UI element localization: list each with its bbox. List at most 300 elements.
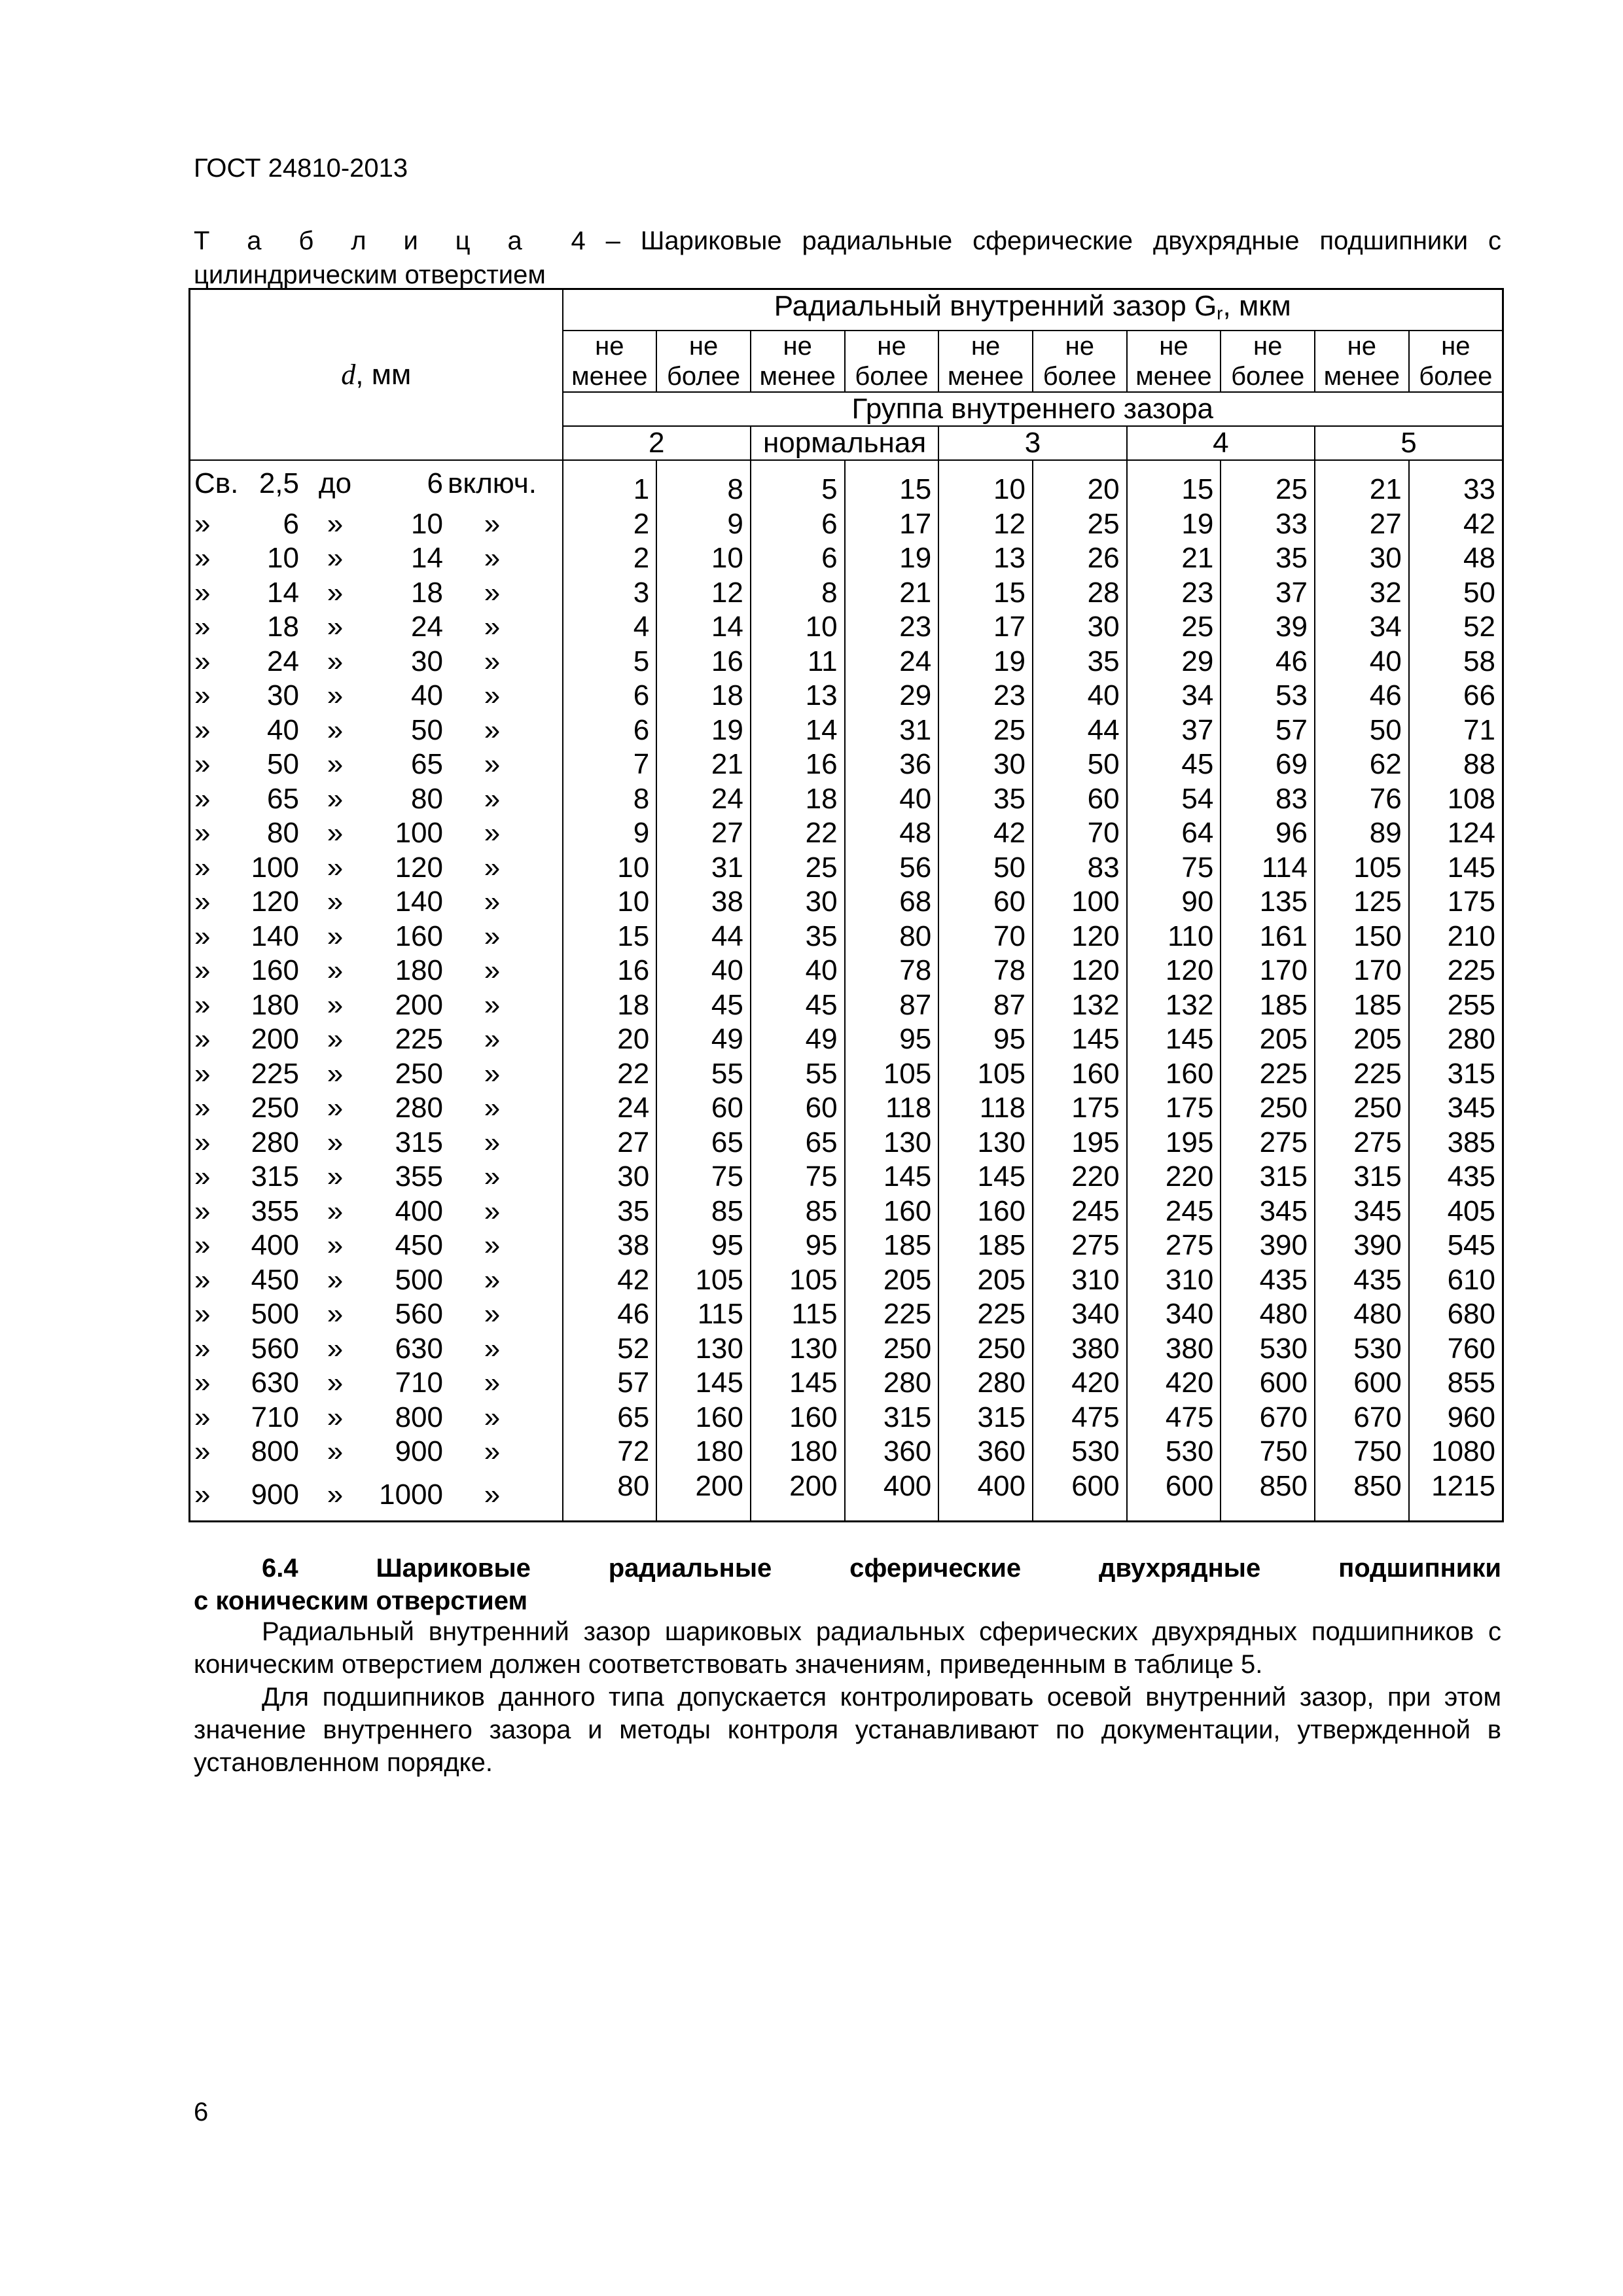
section-heading-line-1 (194, 1552, 1501, 1585)
clearance-value-cell: 275 (1127, 1229, 1221, 1263)
range-from: 80 (267, 817, 299, 849)
clearance-value-cell: 80 (563, 1469, 657, 1522)
clearance-value-cell: 5 (751, 460, 845, 507)
range-to: 10 (411, 507, 443, 540)
clearance-value-cell: 33 (1409, 460, 1503, 507)
range-to: 200 (395, 988, 443, 1021)
section-heading-line-2: с коническим отверстием (194, 1587, 528, 1615)
clearance-value-cell: 405 (1409, 1194, 1503, 1229)
group-label: 4 (1127, 426, 1315, 460)
clearance-value-cell: 105 (751, 1263, 845, 1298)
clearance-value-cell: 78 (845, 954, 939, 988)
range-to: 80 (411, 782, 443, 815)
range-suffix: » (484, 1298, 501, 1330)
clearance-value-cell: 95 (938, 1022, 1033, 1057)
range-to-word: » (327, 1401, 344, 1433)
clearance-value-cell: 13 (938, 541, 1033, 576)
range-to-word: » (327, 1057, 344, 1090)
clearance-value-cell: 25 (1127, 610, 1221, 645)
clearance-value-cell: 850 (1315, 1469, 1409, 1522)
clearance-value-cell: 83 (1033, 851, 1127, 886)
clearance-table (188, 288, 1504, 1522)
table-caption (194, 224, 1501, 292)
clearance-value-cell: 38 (563, 1229, 657, 1263)
clearance-value-cell: 30 (563, 1160, 657, 1194)
min-label-header (1315, 331, 1409, 392)
group-label: нормальная (751, 426, 938, 460)
header-word: не (1065, 332, 1094, 361)
range-to: 800 (395, 1401, 443, 1433)
range-to: 280 (395, 1092, 443, 1124)
table-row (190, 851, 1503, 886)
clearance-value-cell: 56 (845, 851, 939, 886)
header-word: более (1419, 362, 1493, 391)
clearance-value-cell: 78 (938, 954, 1033, 988)
clearance-value-cell: 160 (845, 1194, 939, 1229)
range-to: 14 (411, 542, 443, 574)
clearance-value-cell: 2 (563, 541, 657, 576)
clearance-value-cell: 530 (1221, 1332, 1315, 1367)
clearance-value-cell: 53 (1221, 679, 1315, 713)
section-title-word: радиальные (608, 1554, 772, 1583)
clearance-value-cell: 14 (751, 713, 845, 748)
clearance-value-cell: 48 (845, 816, 939, 851)
range-from: 50 (267, 748, 299, 780)
range-from: 65 (267, 782, 299, 815)
table-row (190, 460, 1503, 507)
clearance-value-cell: 10 (751, 610, 845, 645)
range-from: 355 (251, 1194, 299, 1227)
range-suffix: » (484, 1435, 501, 1467)
clearance-value-cell: 65 (563, 1401, 657, 1435)
clearance-value-cell: 205 (938, 1263, 1033, 1298)
clearance-value-cell: 40 (751, 954, 845, 988)
clearance-value-cell: 475 (1127, 1401, 1221, 1435)
range-suffix: » (484, 713, 501, 746)
range-to-word: » (327, 920, 344, 952)
clearance-value-cell: 18 (563, 988, 657, 1023)
table-row (190, 1297, 1503, 1332)
clearance-value-cell: 50 (938, 851, 1033, 886)
range-to-word: » (327, 1478, 344, 1511)
min-label-header (751, 331, 845, 392)
section-title-word: Шариковые (376, 1554, 531, 1583)
clearance-value-cell: 145 (1033, 1022, 1127, 1057)
clearance-value-cell: 19 (1127, 507, 1221, 542)
range-from: 100 (251, 851, 299, 884)
clearance-value-cell: 360 (845, 1435, 939, 1469)
clearance-value-cell: 132 (1033, 988, 1127, 1023)
clearance-value-cell: 46 (563, 1297, 657, 1332)
clearance-value-cell: 161 (1221, 920, 1315, 954)
range-prefix: » (194, 1023, 211, 1055)
clearance-value-cell: 44 (1033, 713, 1127, 748)
table-row (190, 885, 1503, 920)
range-suffix: » (484, 1401, 501, 1433)
range-prefix: » (194, 1298, 211, 1330)
header-word: менее (1323, 362, 1400, 391)
range-suffix: » (484, 886, 501, 918)
clearance-value-cell: 42 (938, 816, 1033, 851)
clearance-value-cell: 435 (1221, 1263, 1315, 1298)
clearance-value-cell: 25 (751, 851, 845, 886)
range-suffix: » (484, 1229, 501, 1261)
range-from: 10 (267, 542, 299, 574)
range-prefix: » (194, 782, 211, 815)
clearance-value-cell: 16 (656, 645, 751, 679)
range-to: 50 (411, 713, 443, 746)
table-row (190, 920, 1503, 954)
clearance-value-cell: 400 (938, 1469, 1033, 1522)
clearance-value-cell: 6 (563, 713, 657, 748)
clearance-value-cell: 16 (563, 954, 657, 988)
clearance-value-cell: 46 (1315, 679, 1409, 713)
clearance-value-cell: 19 (938, 645, 1033, 679)
range-to-word: » (327, 851, 344, 884)
d-column-header (190, 289, 563, 461)
table-row (190, 1126, 1503, 1160)
clearance-value-cell: 1215 (1409, 1469, 1503, 1522)
clearance-value-cell: 210 (1409, 920, 1503, 954)
clearance-value-cell: 130 (938, 1126, 1033, 1160)
clearance-value-cell: 29 (1127, 645, 1221, 679)
range-to: 40 (411, 679, 443, 711)
range-to-word: » (327, 1092, 344, 1124)
clearance-value-cell: 150 (1315, 920, 1409, 954)
body-paragraph: Радиальный внутренний зазор шариковых радиальных сферических двухрядных подшипников с коническим отверстием должен соответствовать значениям, приведенным в таблице 5. (194, 1617, 1501, 1679)
clearance-value-cell: 6 (751, 541, 845, 576)
range-to-word: » (327, 576, 344, 609)
clearance-value-cell: 70 (938, 920, 1033, 954)
diameter-range-cell (190, 1469, 563, 1522)
group-label: 2 (563, 426, 751, 460)
clearance-value-cell: 83 (1221, 782, 1315, 817)
clearance-value-cell: 600 (1127, 1469, 1221, 1522)
table-row (190, 645, 1503, 679)
range-suffix: » (484, 576, 501, 609)
range-to: 250 (395, 1057, 443, 1090)
clearance-value-cell: 170 (1221, 954, 1315, 988)
clearance-value-cell: 145 (1127, 1022, 1221, 1057)
clearance-value-cell: 32 (1315, 576, 1409, 611)
clearance-value-cell: 385 (1409, 1126, 1503, 1160)
clearance-header-unit: , мкм (1222, 290, 1291, 322)
range-to-word: » (327, 954, 344, 986)
clearance-value-cell: 15 (938, 576, 1033, 611)
range-suffix: » (484, 1160, 501, 1193)
clearance-value-cell: 680 (1409, 1297, 1503, 1332)
clearance-value-cell: 28 (1033, 576, 1127, 611)
range-to: 710 (395, 1367, 443, 1399)
clearance-value-cell: 71 (1409, 713, 1503, 748)
clearance-value-cell: 195 (1127, 1126, 1221, 1160)
clearance-value-cell: 9 (656, 507, 751, 542)
clearance-value-cell: 124 (1409, 816, 1503, 851)
clearance-value-cell: 145 (751, 1366, 845, 1401)
clearance-value-cell: 225 (1315, 1057, 1409, 1092)
range-to-word: » (327, 645, 344, 677)
clearance-value-cell: 220 (1033, 1160, 1127, 1194)
clearance-value-cell: 225 (1221, 1057, 1315, 1092)
max-label-header (1409, 331, 1503, 392)
range-to-word: » (327, 1298, 344, 1330)
body-paragraph: Для подшипников данного типа допускается контролировать осевой внутренний зазор, при этом значение внутреннего зазора и методы контроля устанавливают по документации, утвержденной в установленном порядке. (194, 1683, 1501, 1777)
clearance-value-cell: 8 (563, 782, 657, 817)
clearance-value-cell: 95 (656, 1229, 751, 1263)
range-suffix: » (484, 920, 501, 952)
range-prefix: » (194, 645, 211, 677)
range-prefix: » (194, 1194, 211, 1227)
header-word: менее (759, 362, 836, 391)
clearance-value-cell: 170 (1315, 954, 1409, 988)
table-row (190, 679, 1503, 713)
diameter-range-cell (190, 1297, 563, 1332)
diameter-range-cell (190, 1126, 563, 1160)
diameter-range-cell (190, 576, 563, 611)
clearance-value-cell: 14 (656, 610, 751, 645)
range-suffix: » (484, 954, 501, 986)
clearance-value-cell: 29 (845, 679, 939, 713)
section-number: 6.4 (262, 1554, 298, 1583)
range-to-word: » (327, 611, 344, 643)
clearance-value-cell: 315 (1221, 1160, 1315, 1194)
diameter-range-cell (190, 541, 563, 576)
table-row (190, 1022, 1503, 1057)
group-label: 3 (938, 426, 1126, 460)
clearance-header-subscript: r (1217, 303, 1223, 323)
clearance-value-cell: 18 (656, 679, 751, 713)
clearance-value-cell: 17 (845, 507, 939, 542)
table-row (190, 816, 1503, 851)
clearance-value-cell: 35 (751, 920, 845, 954)
range-to-word: » (327, 1160, 344, 1193)
clearance-value-cell: 27 (563, 1126, 657, 1160)
clearance-value-cell: 96 (1221, 816, 1315, 851)
clearance-value-cell: 3 (563, 576, 657, 611)
min-label-header (938, 331, 1033, 392)
clearance-value-cell: 118 (845, 1091, 939, 1126)
clearance-value-cell: 23 (1127, 576, 1221, 611)
range-to-word: » (327, 782, 344, 815)
clearance-value-cell: 390 (1315, 1229, 1409, 1263)
clearance-value-cell: 25 (1221, 460, 1315, 507)
range-prefix: » (194, 679, 211, 711)
clearance-value-cell: 8 (656, 460, 751, 507)
clearance-value-cell: 21 (656, 747, 751, 782)
clearance-value-cell: 25 (938, 713, 1033, 748)
table-caption-label: Т а б л и ц а (194, 226, 531, 255)
range-to: 500 (395, 1263, 443, 1296)
header-word: не (595, 332, 624, 361)
clearance-value-cell: 435 (1315, 1263, 1409, 1298)
min-label-header (1127, 331, 1221, 392)
clearance-value-cell: 50 (1315, 713, 1409, 748)
clearance-value-cell: 89 (1315, 816, 1409, 851)
clearance-value-cell: 145 (938, 1160, 1033, 1194)
clearance-value-cell: 175 (1409, 885, 1503, 920)
clearance-value-cell: 40 (1033, 679, 1127, 713)
clearance-value-cell: 85 (656, 1194, 751, 1229)
clearance-value-cell: 49 (656, 1022, 751, 1057)
range-prefix: » (194, 1092, 211, 1124)
max-label-header (845, 331, 939, 392)
range-suffix: » (484, 1092, 501, 1124)
clearance-value-cell: 24 (845, 645, 939, 679)
range-to: 120 (395, 851, 443, 884)
clearance-value-cell: 75 (1127, 851, 1221, 886)
range-to-word: » (327, 988, 344, 1021)
range-prefix: » (194, 817, 211, 849)
header-word: менее (571, 362, 648, 391)
clearance-value-cell: 55 (656, 1057, 751, 1092)
clearance-value-cell: 275 (1221, 1126, 1315, 1160)
clearance-value-cell: 145 (1409, 851, 1503, 886)
diameter-range-cell (190, 954, 563, 988)
clearance-value-cell: 19 (845, 541, 939, 576)
range-prefix: » (194, 988, 211, 1021)
table-row (190, 1091, 1503, 1126)
range-prefix: » (194, 851, 211, 884)
clearance-header-text: Радиальный внутренний зазор G (774, 290, 1217, 322)
group-label: 5 (1315, 426, 1503, 460)
table-row (190, 1263, 1503, 1298)
d-unit: , мм (355, 358, 412, 391)
clearance-value-cell: 280 (845, 1366, 939, 1401)
clearance-value-cell: 12 (938, 507, 1033, 542)
clearance-value-cell: 24 (563, 1091, 657, 1126)
clearance-value-cell: 39 (1221, 610, 1315, 645)
clearance-value-cell: 69 (1221, 747, 1315, 782)
clearance-value-cell: 57 (1221, 713, 1315, 748)
range-suffix: включ. (448, 467, 537, 499)
clearance-value-cell: 37 (1127, 713, 1221, 748)
range-from: 30 (267, 679, 299, 711)
clearance-value-cell: 310 (1127, 1263, 1221, 1298)
clearance-value-cell: 50 (1033, 747, 1127, 782)
range-to-word: » (327, 886, 344, 918)
clearance-value-cell: 75 (656, 1160, 751, 1194)
range-from: 500 (251, 1298, 299, 1330)
table-row (190, 1057, 1503, 1092)
clearance-value-cell: 8 (751, 576, 845, 611)
clearance-value-cell: 35 (938, 782, 1033, 817)
clearance-value-cell: 20 (563, 1022, 657, 1057)
diameter-range-cell (190, 1401, 563, 1435)
clearance-value-cell: 45 (751, 988, 845, 1023)
range-to-word: » (327, 1332, 344, 1365)
diameter-range-cell (190, 816, 563, 851)
clearance-value-cell: 480 (1221, 1297, 1315, 1332)
clearance-value-cell: 545 (1409, 1229, 1503, 1263)
diameter-range-cell (190, 747, 563, 782)
clearance-value-cell: 15 (563, 920, 657, 954)
clearance-value-cell: 60 (1033, 782, 1127, 817)
range-prefix: » (194, 954, 211, 986)
range-from: 140 (251, 920, 299, 952)
clearance-value-cell: 38 (656, 885, 751, 920)
clearance-value-cell: 1080 (1409, 1435, 1503, 1469)
clearance-value-cell: 280 (1409, 1022, 1503, 1057)
range-from: 560 (251, 1332, 299, 1365)
clearance-value-cell: 30 (1033, 610, 1127, 645)
clearance-value-cell: 22 (751, 816, 845, 851)
table-row (190, 1160, 1503, 1194)
range-to: 30 (411, 645, 443, 677)
range-to-word: » (327, 542, 344, 574)
clearance-value-cell: 65 (656, 1126, 751, 1160)
range-from: 630 (251, 1367, 299, 1399)
range-from: 250 (251, 1092, 299, 1124)
clearance-value-cell: 6 (563, 679, 657, 713)
clearance-value-cell: 195 (1033, 1126, 1127, 1160)
clearance-value-cell: 37 (1221, 576, 1315, 611)
clearance-value-cell: 160 (1033, 1057, 1127, 1092)
range-to: 900 (395, 1435, 443, 1467)
table-row (190, 1401, 1503, 1435)
clearance-value-cell: 46 (1221, 645, 1315, 679)
clearance-value-cell: 7 (563, 747, 657, 782)
range-to-word: » (327, 1229, 344, 1261)
max-label-header (1221, 331, 1315, 392)
clearance-value-cell: 36 (845, 747, 939, 782)
table-row (190, 713, 1503, 748)
clearance-value-cell: 205 (845, 1263, 939, 1298)
table-header-row (190, 289, 1503, 331)
clearance-value-cell: 340 (1127, 1297, 1221, 1332)
clearance-value-cell: 68 (845, 885, 939, 920)
diameter-range-cell (190, 645, 563, 679)
range-from: 180 (251, 988, 299, 1021)
range-suffix: » (484, 645, 501, 677)
clearance-value-cell: 95 (751, 1229, 845, 1263)
clearance-value-cell: 310 (1033, 1263, 1127, 1298)
clearance-value-cell: 345 (1221, 1194, 1315, 1229)
clearance-value-cell: 70 (1033, 816, 1127, 851)
clearance-value-cell: 180 (751, 1435, 845, 1469)
clearance-value-cell: 130 (845, 1126, 939, 1160)
clearance-value-cell: 65 (751, 1126, 845, 1160)
table-row (190, 1366, 1503, 1401)
clearance-value-cell: 130 (656, 1332, 751, 1367)
diameter-range-cell (190, 1435, 563, 1469)
table-row (190, 954, 1503, 988)
range-from: 800 (251, 1435, 299, 1467)
clearance-value-cell: 108 (1409, 782, 1503, 817)
clearance-value-cell: 10 (938, 460, 1033, 507)
clearance-value-cell: 88 (1409, 747, 1503, 782)
clearance-value-cell: 42 (1409, 507, 1503, 542)
group-header: Группа внутреннего зазора (563, 392, 1503, 426)
table-row (190, 576, 1503, 611)
range-from: 120 (251, 886, 299, 918)
clearance-value-cell: 40 (1315, 645, 1409, 679)
clearance-value-cell: 62 (1315, 747, 1409, 782)
clearance-value-cell: 31 (845, 713, 939, 748)
table-row (190, 782, 1503, 817)
diameter-range-cell (190, 1194, 563, 1229)
clearance-value-cell: 34 (1315, 610, 1409, 645)
clearance-value-cell: 600 (1033, 1469, 1127, 1522)
clearance-value-cell: 2 (563, 507, 657, 542)
clearance-value-cell: 225 (1409, 954, 1503, 988)
range-to: 450 (395, 1229, 443, 1261)
header-word: более (1231, 362, 1305, 391)
clearance-value-cell: 185 (938, 1229, 1033, 1263)
range-to-word: » (327, 748, 344, 780)
clearance-value-cell: 280 (938, 1366, 1033, 1401)
clearance-value-cell: 200 (656, 1469, 751, 1522)
range-suffix: » (484, 542, 501, 574)
